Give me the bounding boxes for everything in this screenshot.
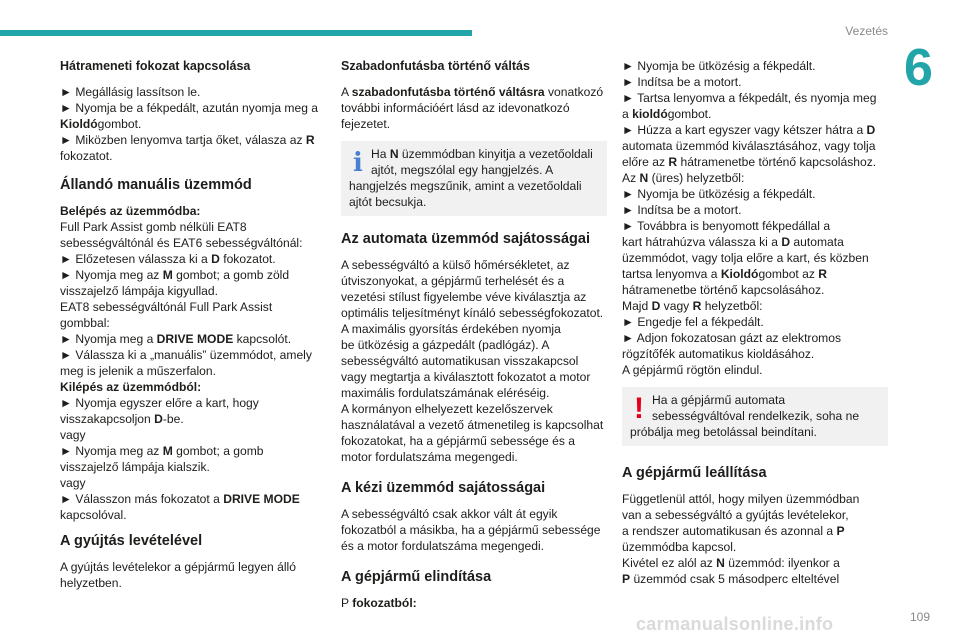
start-steps: ► Nyomja be ütközésig a fékpedált. ► Indítsa be a motort. ► Tartsa lenyomva a fékpedált, és nyomja meg a kioldógombot. ► Húzza a kart egyszer vagy kétszer hátra a D automata üzemmód kiválasztásához, vagy tolja előre az R hátramenetbe történő kapcsoláshoz. Az N (üres) helyzetből: ► Nyomja be ütközésig a fékpedált. ► Indítsa be a motort. ► Továbbra is benyomott fékpedállal a kart hátrahúzva válassza ki a D automata üzemmódot, vagy tolja előre a kart, és közben tartsa lenyomva a Kioldógombot az R hátramenetbe történő kapcsolásához. Majd D vagy R helyzetből: ► Engedje fel a fékpedált. ► Adjon fokozatosan gázt az elektromos rögzítőfék automatikus kioldásához. A gépjármű rögtön elindul.	[622, 59, 877, 377]
bold-term: Kioldó	[60, 117, 98, 131]
section-title: Vezetés	[845, 24, 888, 38]
watermark: carmanualsonline.info	[636, 614, 834, 634]
heading-reverse-gear: Hátrameneti fokozat kapcsolása	[60, 59, 251, 73]
stop-text: Függetlenül attól, hogy milyen üzemmódban van a sebességváltó a gyújtás levételekor, a rendszer automatikusan és azonnal a P üzemmódba kapcsol. Kivétel ez alól az N üzemmód: ilyenkor a P üzemmód csak 5 másodperc elteltével	[622, 492, 860, 586]
step: ► Megállásig lassítson le.	[60, 85, 201, 99]
column-middle	[341, 58, 607, 617]
ignition-text: A gyújtás levételekor a gépjármű legyen álló helyzetben.	[60, 560, 296, 590]
heading-freewheel: Szabadonfutásba történő váltás	[341, 59, 530, 73]
column-right	[622, 58, 888, 593]
heading-start-vehicle: A gépjármű elindítása	[341, 569, 492, 585]
reverse-steps: ► Megállásig lassítson le. ► Nyomja be a fékpedált, azután nyomja meg a Kioldógombot. ► Miközben lenyomva tartja őket, válasza az R fokozatot.	[60, 84, 330, 164]
info-note: i Ha N üzemmódban kinyitja a vezetőoldali ajtót, megszólal egy hangjelzés. A hangjelzés megszűnik, amint a vezetőoldali ajtót becsukja.	[341, 141, 607, 216]
warning-note: ! Ha a gépjármű automata sebességváltóval rendelkezik, soha ne próbálja meg betolással beindítani.	[622, 387, 888, 446]
chapter-number: 6	[904, 39, 933, 97]
heading-auto-mode: Az automata üzemmód sajátosságai	[341, 231, 590, 247]
heading-manual-features: A kézi üzemmód sajátosságai	[341, 480, 546, 496]
column-left	[60, 58, 330, 597]
heading-ignition-off: A gyújtás levételével	[60, 533, 203, 549]
header-accent-bar	[0, 30, 472, 36]
heading-manual-mode: Állandó manuális üzemmód	[60, 177, 252, 193]
freewheel-text: A szabadonfutásba történő váltásra vonatkozó további információért lásd az idevonatkozó fejezetet.	[341, 85, 604, 131]
start-text: P fokozatból:	[341, 596, 417, 610]
page-number: 109	[909, 610, 930, 624]
manual-features-text: A sebességváltó csak akkor vált át egyik fokozatból a másikba, ha a gépjármű sebessége és a motor fordulatszáma megengedi.	[341, 507, 601, 553]
step: ► Nyomja be a fékpedált, azután nyomja meg a	[60, 101, 319, 115]
bold-term: R	[305, 133, 315, 147]
heading-stop-vehicle: A gépjármű leállítása	[622, 465, 767, 481]
manual-mode-text: Belépés az üzemmódba: Full Park Assist gomb nélküli EAT8 sebességváltónál és EAT6 sebességváltónál: ► Előzetesen válassza ki a D fokozatot. ► Nyomja meg az M gombot; a gomb zöld visszajelző lámpája kigyullad. EAT8 sebességváltónál Full Park Assist gombbal: ► Nyomja meg a DRIVE MODE kapcsolót. ► Válassza ki a „manuális” üzemmódot, amely meg is jelenik a műszerfalon. Kilépés az üzemmódból: ► Nyomja egyszer előre a kart, hogy visszakapcsoljon D-be. vagy ► Nyomja meg az M gombot; a gomb visszajelző lámpája kialszik. vagy ► Válasszon más fokozatot a DRIVE MODE kapcsolóval.	[60, 203, 330, 523]
subheading-enter: Belépés az üzemmódba:	[60, 204, 201, 218]
auto-mode-text: A sebességváltó a külső hőmérsékletet, az útviszonyokat, a gépjármű terhelését és a vezetési stílust figyelembe véve kiválasztja az optimális teljesítményt kínáló sebességfokozatot. A maximális gyorsítás érdekében nyomja be ütközésig a gázpedált (padlógáz). A sebességváltó automatikusan visszakapcsol vagy megtartja a kiválasztott fokozatot a motor maximális fordulatszámának eléréséig. A kormányon elhelyezett kezelőszervek használatával a vezető átmenetileg is kapcsolhat fokozatokat, ha a gépjármű sebessége és a motor fordulatszáma megengedi.	[341, 258, 604, 464]
subheading-exit: Kilépés az üzemmódból:	[60, 380, 202, 394]
warning-icon: !	[634, 392, 644, 425]
info-icon: i	[353, 148, 363, 178]
